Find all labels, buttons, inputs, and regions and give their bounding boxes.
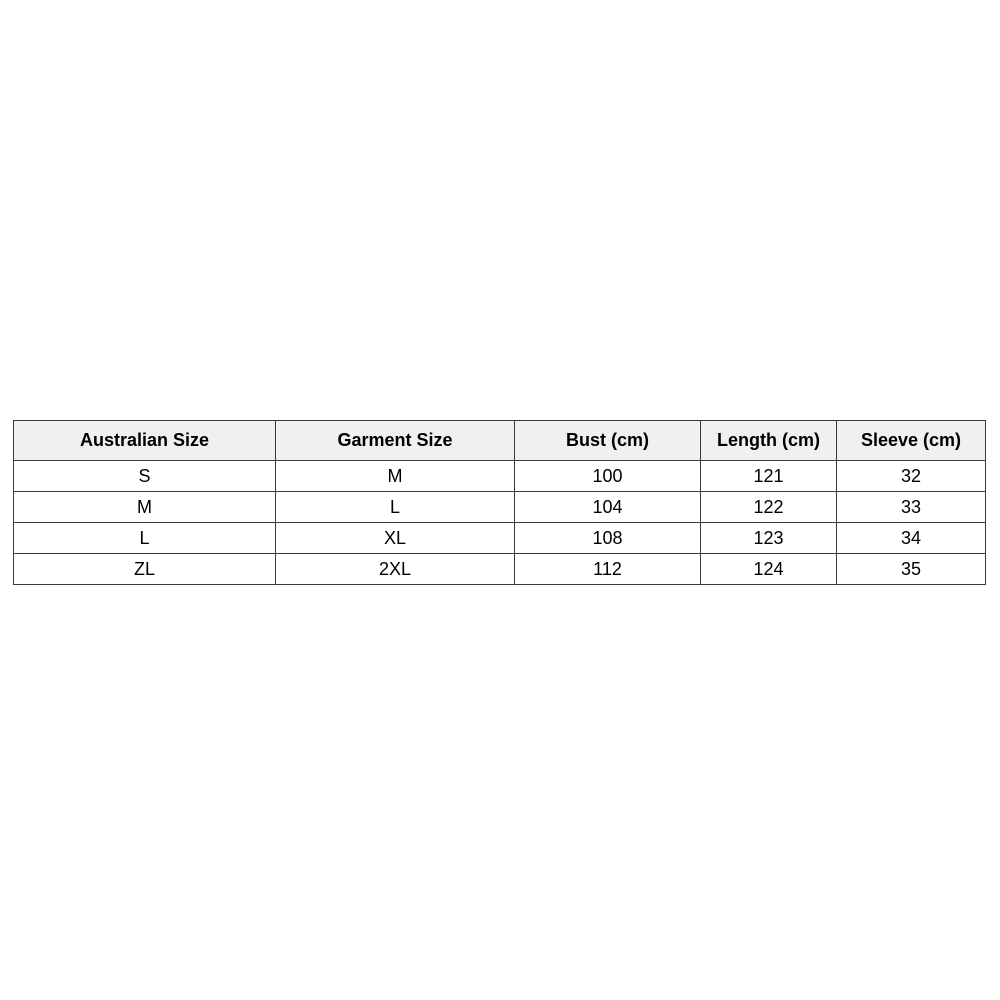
cell-length: 123: [701, 523, 837, 554]
size-chart-table: [13, 420, 986, 585]
header-sleeve: Sleeve (cm): [837, 421, 986, 461]
cell-length: 121: [701, 461, 837, 492]
cell-garment-size: XL: [276, 523, 515, 554]
header-australian-size: Australian Size: [14, 421, 276, 461]
cell-bust: 104: [515, 492, 701, 523]
header-bust: Bust (cm): [515, 421, 701, 461]
table-header: [14, 421, 986, 461]
table-row: [14, 523, 986, 554]
cell-bust: 108: [515, 523, 701, 554]
table-body: [14, 461, 986, 585]
header-row: [14, 421, 986, 461]
cell-bust: 112: [515, 554, 701, 585]
cell-australian-size: L: [14, 523, 276, 554]
table-row: [14, 461, 986, 492]
cell-length: 124: [701, 554, 837, 585]
cell-length: 122: [701, 492, 837, 523]
cell-sleeve: 34: [837, 523, 986, 554]
cell-sleeve: 32: [837, 461, 986, 492]
cell-bust: 100: [515, 461, 701, 492]
table-row: [14, 554, 986, 585]
cell-garment-size: M: [276, 461, 515, 492]
cell-australian-size: ZL: [14, 554, 276, 585]
cell-australian-size: M: [14, 492, 276, 523]
header-length: Length (cm): [701, 421, 837, 461]
cell-garment-size: 2XL: [276, 554, 515, 585]
table-row: [14, 492, 986, 523]
cell-sleeve: 35: [837, 554, 986, 585]
cell-australian-size: S: [14, 461, 276, 492]
header-garment-size: Garment Size: [276, 421, 515, 461]
cell-garment-size: L: [276, 492, 515, 523]
cell-sleeve: 33: [837, 492, 986, 523]
